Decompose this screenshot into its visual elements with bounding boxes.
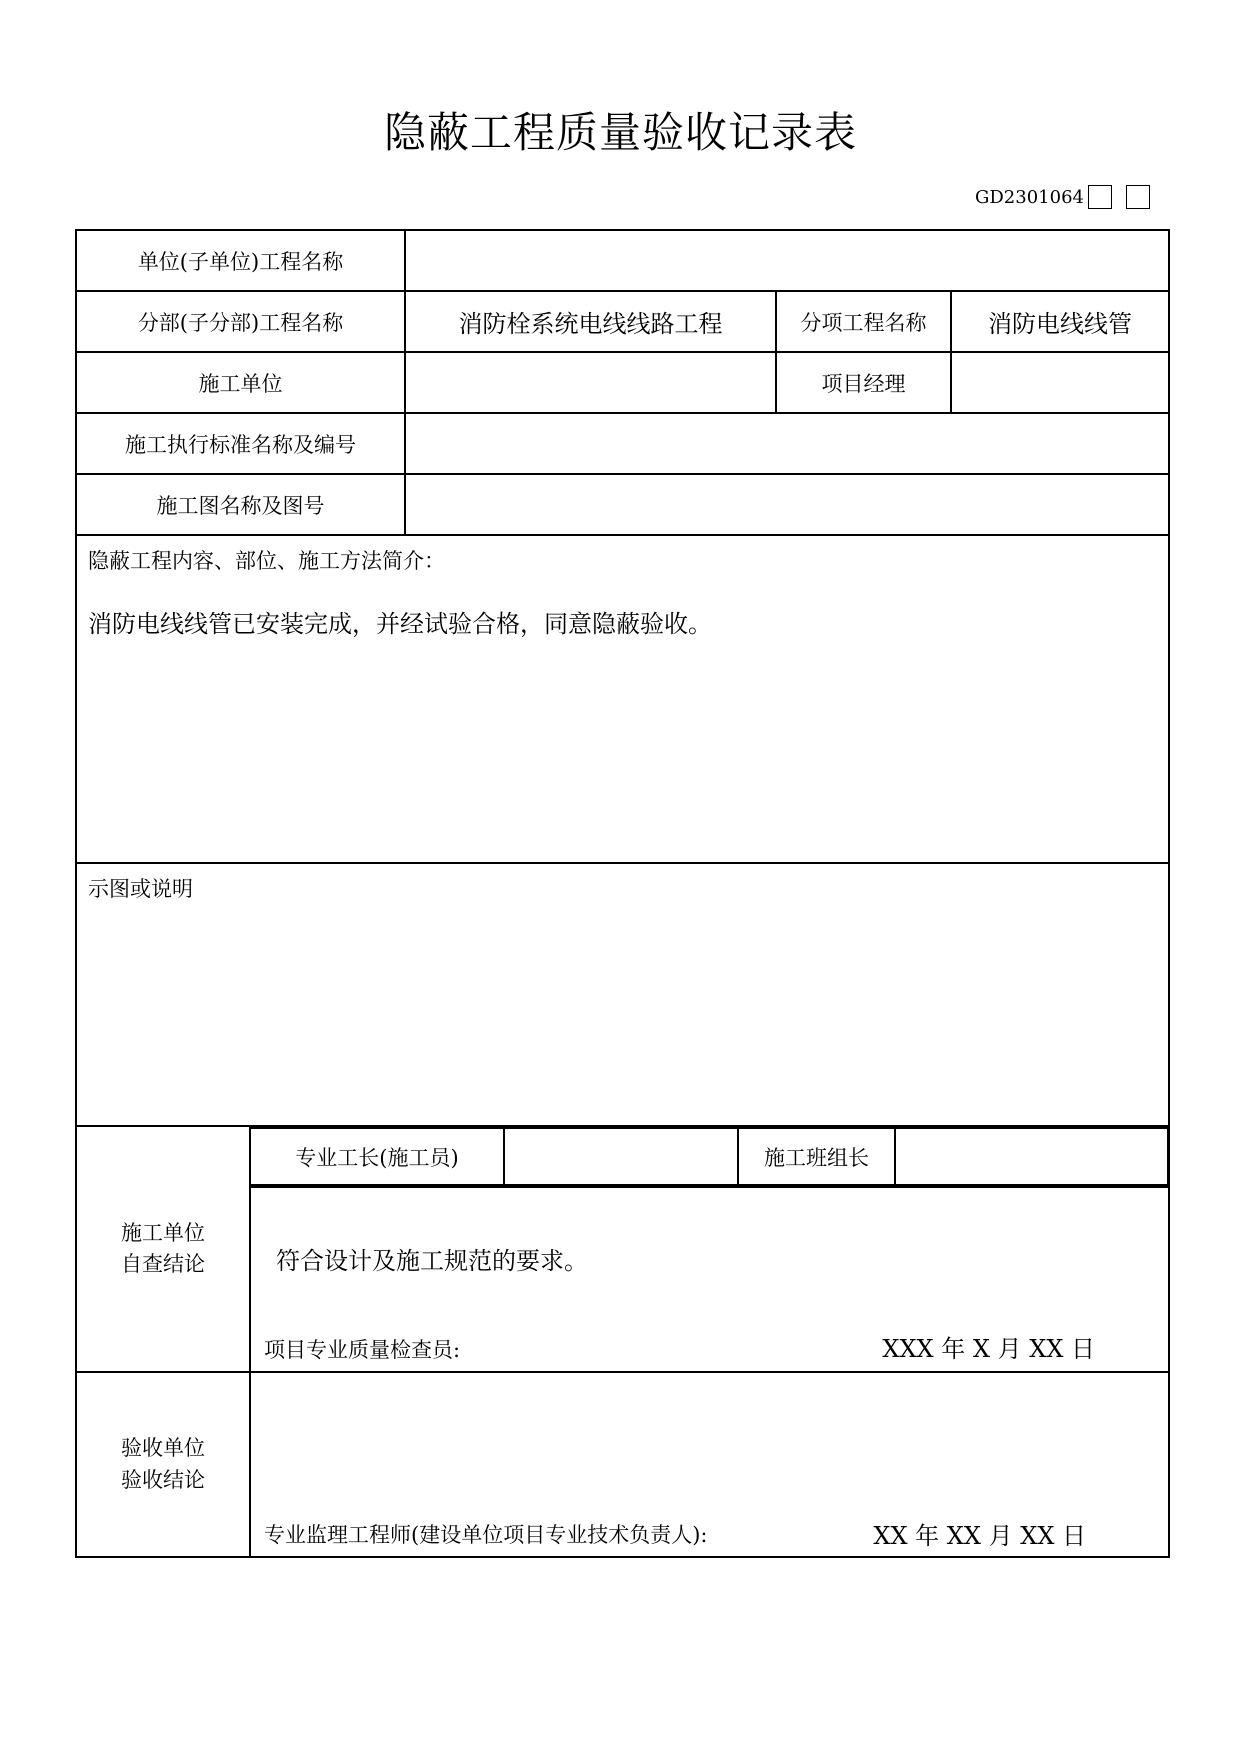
table-row [76,863,1169,1126]
code-checkbox-2[interactable] [1126,185,1150,209]
subitem-field[interactable]: 消防电线线管 [951,291,1169,352]
hidden-work-section[interactable] [76,535,1169,863]
contractor-label: 施工单位 [76,352,405,413]
self-check-side-label-line2: 自查结论 [121,1252,205,1276]
engineer-label: 专业监理工程师(建设单位项目专业技术负责人): [264,1523,708,1547]
acceptance-conclusion[interactable] [250,1372,1169,1557]
foreman-label: 专业工长(施工员) [251,1128,504,1185]
self-check-conclusion-text: 符合设计及施工规范的要求。 [276,1247,588,1275]
standard-label: 施工执行标准名称及编号 [76,413,405,474]
table-row [76,1126,1169,1187]
table-row [76,413,1169,474]
table-row [76,535,1169,863]
division-label: 分部(子分部)工程名称 [76,291,405,352]
division-field[interactable]: 消防栓系统电线线路工程 [405,291,776,352]
self-check-side-label-line1: 施工单位 [121,1220,205,1245]
subitem-label: 分项工程名称 [776,291,951,352]
form-code-text: GD2301064 [975,186,1084,208]
page-title: 隐蔽工程质量验收记录表 [383,108,857,157]
table-row [76,474,1169,535]
hidden-work-label: 隐蔽工程内容、部位、施工方法简介： [88,549,445,573]
table-row [76,1372,1169,1557]
manager-label: 项目经理 [776,352,951,413]
self-check-side-label [76,1126,250,1372]
self-check-conclusion[interactable] [250,1187,1169,1372]
drawing-field[interactable] [405,474,1169,535]
diagram-label: 示图或说明 [88,877,193,901]
acceptance-side-label [76,1372,250,1557]
self-check-people-row [250,1126,1169,1187]
unit-project-label: 单位(子单位)工程名称 [76,230,405,291]
unit-project-field[interactable] [405,230,1169,291]
manager-field[interactable] [951,352,1169,413]
foreman-field[interactable] [504,1128,738,1185]
table-row [76,291,1169,352]
team-leader-label: 施工班组长 [738,1128,895,1185]
code-checkbox-1[interactable] [1088,185,1112,209]
table-row [76,230,1169,291]
table-row [76,352,1169,413]
standard-field[interactable] [405,413,1169,474]
form-code [975,183,1150,211]
acceptance-date: XX 年 XX 月 XX 日 [873,1522,1087,1550]
hidden-work-content: 消防电线线管已安装完成，并经试验合格，同意隐蔽验收。 [88,610,712,638]
self-check-date: XXX 年 X 月 XX 日 [882,1335,1096,1363]
inspector-label: 项目专业质量检查员: [264,1338,461,1362]
acceptance-side-label-line2: 验收结论 [121,1467,205,1492]
team-leader-field[interactable] [895,1128,1168,1185]
diagram-section[interactable] [76,863,1169,1126]
contractor-field[interactable] [405,352,776,413]
record-table [75,229,1170,1558]
acceptance-side-label-line1: 验收单位 [121,1436,205,1460]
drawing-label: 施工图名称及图号 [76,474,405,535]
